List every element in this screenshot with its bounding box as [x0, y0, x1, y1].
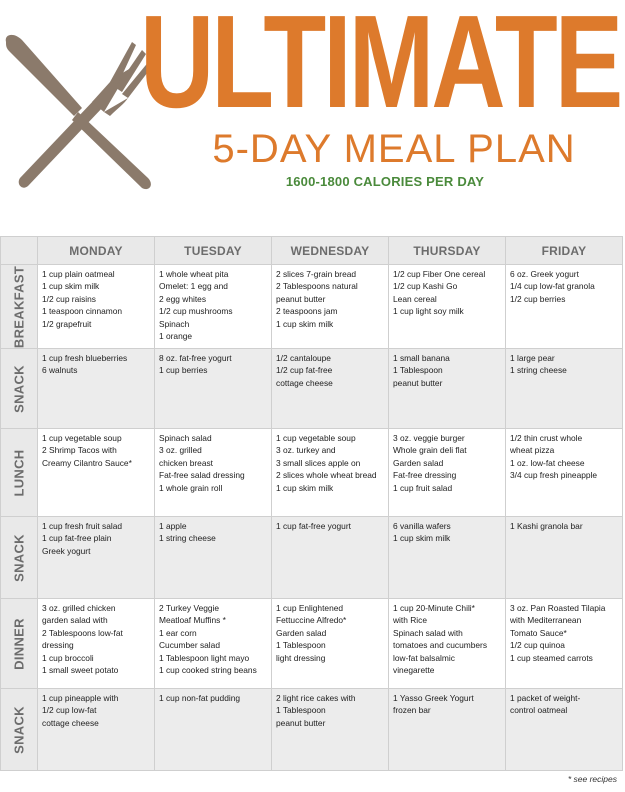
- food-item: frozen bar: [393, 705, 431, 716]
- food-item: 1 small banana: [393, 353, 450, 363]
- food-item: 1 cup fresh blueberries: [42, 353, 128, 363]
- page-subtitle: 5-DAY MEAL PLAN: [212, 127, 576, 171]
- food-item: 1/2 grapefruit: [42, 318, 92, 329]
- meal-label: DINNER: [11, 617, 27, 670]
- food-item: 1 cup berries: [159, 365, 208, 376]
- meal-label-cell: [1, 517, 38, 599]
- food-item: 1 cup non-fat pudding: [159, 693, 241, 703]
- food-item: 2 slices whole wheat bread: [276, 470, 377, 481]
- meal-label: BREAKFAST: [11, 265, 27, 348]
- meal-row: [1, 265, 623, 349]
- meal-cell: [272, 517, 389, 599]
- meal-label: LUNCH: [11, 449, 27, 496]
- food-item: 1 cup skim milk: [276, 482, 334, 493]
- food-item: Cucumber salad: [159, 640, 220, 651]
- food-item: Fat-free salad dressing: [159, 470, 245, 481]
- meal-cell: [38, 349, 155, 429]
- food-item: 1 cup steamed carrots: [510, 652, 593, 663]
- food-item: Spinach salad: [159, 433, 212, 443]
- food-item: Fettuccine Alfredo*: [276, 615, 347, 626]
- food-item: 3 oz. turkey and: [276, 445, 336, 456]
- food-item: cottage cheese: [42, 717, 99, 728]
- meal-cell: [155, 599, 272, 689]
- food-item: Creamy Cilantro Sauce*: [42, 457, 132, 468]
- day-header-row: [1, 237, 623, 265]
- food-item: vinegarette: [393, 665, 435, 676]
- food-item: 1/2 thin crust whole: [510, 433, 583, 443]
- food-item: cottage cheese: [276, 377, 333, 388]
- food-item: 1 cup skim milk: [276, 318, 334, 329]
- food-item: 6 vanilla wafers: [393, 521, 451, 531]
- meal-row: [1, 599, 623, 689]
- meal-cell: [389, 429, 506, 517]
- food-item: 1 Tablespoon: [393, 365, 443, 376]
- food-item: 1/2 cup Kashi Go: [393, 281, 458, 292]
- food-item: 1 cup vegetable soup: [276, 433, 356, 443]
- meal-cell: [506, 689, 623, 771]
- meal-label-cell: [1, 265, 38, 349]
- food-item: 1 cup fruit salad: [393, 482, 453, 493]
- food-item: 3 small slices apple on: [276, 457, 361, 468]
- food-item: 3 oz. grilled: [159, 445, 202, 456]
- food-item: 1 cup cooked string beans: [159, 665, 257, 676]
- food-item: 1/2 cup berries: [510, 293, 566, 304]
- food-item: Lean cereal: [393, 293, 437, 304]
- food-item: 1 Tablespoon light mayo: [159, 652, 250, 663]
- food-item: 1/2 cup raisins: [42, 293, 96, 304]
- food-item: 2 egg whites: [159, 293, 207, 304]
- meal-label: SNACK: [11, 364, 27, 413]
- food-item: dressing: [42, 640, 74, 651]
- food-item: Tomato Sauce*: [510, 627, 567, 638]
- meal-row: [1, 349, 623, 429]
- meal-cell: [389, 689, 506, 771]
- food-item: chicken breast: [159, 457, 213, 468]
- meal-cell: [155, 265, 272, 349]
- day-header-tuesday: TUESDAY: [155, 237, 272, 265]
- meal-cell: [506, 265, 623, 349]
- meal-cell: [389, 265, 506, 349]
- food-item: with Rice: [393, 615, 427, 626]
- food-item: 1 whole wheat pita: [159, 269, 229, 279]
- food-item: 1 ear corn: [159, 627, 197, 638]
- meal-cell: [38, 429, 155, 517]
- food-item: low-fat balsalmic: [393, 652, 455, 663]
- food-item: 1/2 cup Fiber One cereal: [393, 269, 486, 279]
- footnote: * see recipes: [567, 774, 617, 784]
- food-item: 1/2 cup mushrooms: [159, 306, 233, 317]
- food-item: wheat pizza: [510, 445, 555, 456]
- food-item: 1 cup 20-Minute Chili*: [393, 603, 475, 613]
- food-item: peanut butter: [276, 293, 326, 304]
- meal-cell: [506, 429, 623, 517]
- day-header-friday: FRIDAY: [506, 237, 623, 265]
- food-item: 1 cup fat-free yogurt: [276, 521, 351, 531]
- meal-label-cell: [1, 429, 38, 517]
- day-header-thursday: THURSDAY: [389, 237, 506, 265]
- food-item: 3/4 cup fresh pineapple: [510, 470, 598, 481]
- food-item: 1 cup plain oatmeal: [42, 269, 115, 279]
- food-item: control oatmeal: [510, 705, 568, 716]
- food-item: 8 oz. fat-free yogurt: [159, 353, 232, 363]
- meal-cell: [38, 599, 155, 689]
- meal-cell: [38, 517, 155, 599]
- food-item: peanut butter: [276, 717, 326, 728]
- food-item: peanut butter: [393, 377, 443, 388]
- meal-plan-table: [0, 236, 623, 771]
- meal-row: [1, 689, 623, 771]
- food-item: 1 orange: [159, 331, 193, 342]
- meal-cell: [272, 689, 389, 771]
- meal-cell: [155, 689, 272, 771]
- food-item: Whole grain deli flat: [393, 445, 467, 456]
- meal-cell: [272, 349, 389, 429]
- food-item: 2 Shrimp Tacos with: [42, 445, 117, 456]
- food-item: 2 teaspoons jam: [276, 306, 338, 317]
- food-item: 1 cup fat-free plain: [42, 533, 112, 544]
- meal-cell: [38, 265, 155, 349]
- food-item: 1 small sweet potato: [42, 665, 119, 676]
- food-item: 1 large pear: [510, 353, 555, 363]
- food-item: 1 apple: [159, 521, 187, 531]
- food-item: 1 cup skim milk: [42, 281, 100, 292]
- food-item: 1 packet of weight-: [510, 693, 581, 703]
- meal-label: SNACK: [11, 533, 27, 582]
- day-header-monday: MONDAY: [38, 237, 155, 265]
- food-item: Greek yogurt: [42, 545, 91, 556]
- food-item: tomatoes and cucumbers: [393, 640, 488, 651]
- food-item: 1 cup pineapple with: [42, 693, 119, 703]
- calories-label: 1600-1800 CALORIES PER DAY: [285, 174, 485, 189]
- food-item: Garden salad: [393, 457, 444, 468]
- food-item: 1/2 cup quinoa: [510, 640, 565, 651]
- meal-cell: [506, 517, 623, 599]
- meal-cell: [155, 429, 272, 517]
- food-item: 3 oz. grilled chicken: [42, 603, 116, 613]
- food-item: Spinach: [159, 318, 190, 329]
- page-title: ULTIMATE: [140, 0, 621, 135]
- food-item: 1 cup fresh fruit salad: [42, 521, 123, 531]
- meal-label: SNACK: [11, 705, 27, 754]
- corner-cell: [1, 237, 38, 265]
- food-item: Garden salad: [276, 627, 327, 638]
- food-item: 3 oz. Pan Roasted Tilapia: [510, 603, 606, 613]
- food-item: 6 walnuts: [42, 365, 78, 376]
- meal-cell: [155, 349, 272, 429]
- food-item: 1 oz. low-fat cheese: [510, 457, 585, 468]
- meal-cell: [38, 689, 155, 771]
- food-item: 1 cup light soy milk: [393, 306, 464, 317]
- meal-cell: [506, 349, 623, 429]
- meal-cell: [506, 599, 623, 689]
- meal-cell: [272, 599, 389, 689]
- food-item: 3 oz. veggie burger: [393, 433, 465, 443]
- food-item: with Mediterranean: [510, 615, 582, 626]
- header: [0, 0, 625, 235]
- knife-and-fork-icon: [0, 28, 160, 193]
- food-item: 2 light rice cakes with: [276, 693, 356, 703]
- meal-cell: [389, 599, 506, 689]
- food-item: 1/2 cantaloupe: [276, 353, 331, 363]
- meal-label-cell: [1, 599, 38, 689]
- day-header-wednesday: WEDNESDAY: [272, 237, 389, 265]
- meal-label-cell: [1, 349, 38, 429]
- food-item: 1/4 cup low-fat granola: [510, 281, 595, 292]
- meal-cell: [389, 517, 506, 599]
- food-item: 1 cup skim milk: [393, 533, 451, 544]
- food-item: 6 oz. Greek yogurt: [510, 269, 579, 279]
- meal-row: [1, 429, 623, 517]
- food-item: 1 teaspoon cinnamon: [42, 306, 123, 317]
- meal-cell: [272, 429, 389, 517]
- food-item: 2 Turkey Veggie: [159, 603, 220, 613]
- food-item: 1 cup broccoli: [42, 652, 94, 663]
- food-item: 1 string cheese: [510, 365, 567, 376]
- food-item: 1 Kashi granola bar: [510, 521, 583, 531]
- food-item: garden salad with: [42, 615, 108, 626]
- meal-cell: [272, 265, 389, 349]
- food-item: 1 whole grain roll: [159, 482, 223, 493]
- food-item: 2 slices 7-grain bread: [276, 269, 357, 279]
- food-item: 1 Yasso Greek Yogurt: [393, 693, 474, 703]
- food-item: Fat-free dressing: [393, 470, 457, 481]
- food-item: Spinach salad with: [393, 627, 463, 638]
- food-item: 2 Tablespoons natural: [276, 281, 358, 292]
- meal-label-cell: [1, 689, 38, 771]
- food-item: light dressing: [276, 652, 326, 663]
- meal-cell: [389, 349, 506, 429]
- food-item: 1/2 cup low-fat: [42, 705, 97, 716]
- food-item: 1/2 cup fat-free: [276, 365, 333, 376]
- food-item: 2 Tablespoons low-fat: [42, 627, 123, 638]
- food-item: 1 Tablespoon: [276, 705, 326, 716]
- food-item: 1 Tablespoon: [276, 640, 326, 651]
- meal-cell: [155, 517, 272, 599]
- food-item: Meatloaf Muffins *: [159, 615, 226, 626]
- food-item: 1 string cheese: [159, 533, 216, 544]
- food-item: Omelet: 1 egg and: [159, 281, 228, 292]
- food-item: 1 cup Enlightened: [276, 603, 344, 613]
- meal-row: [1, 517, 623, 599]
- food-item: 1 cup vegetable soup: [42, 433, 122, 443]
